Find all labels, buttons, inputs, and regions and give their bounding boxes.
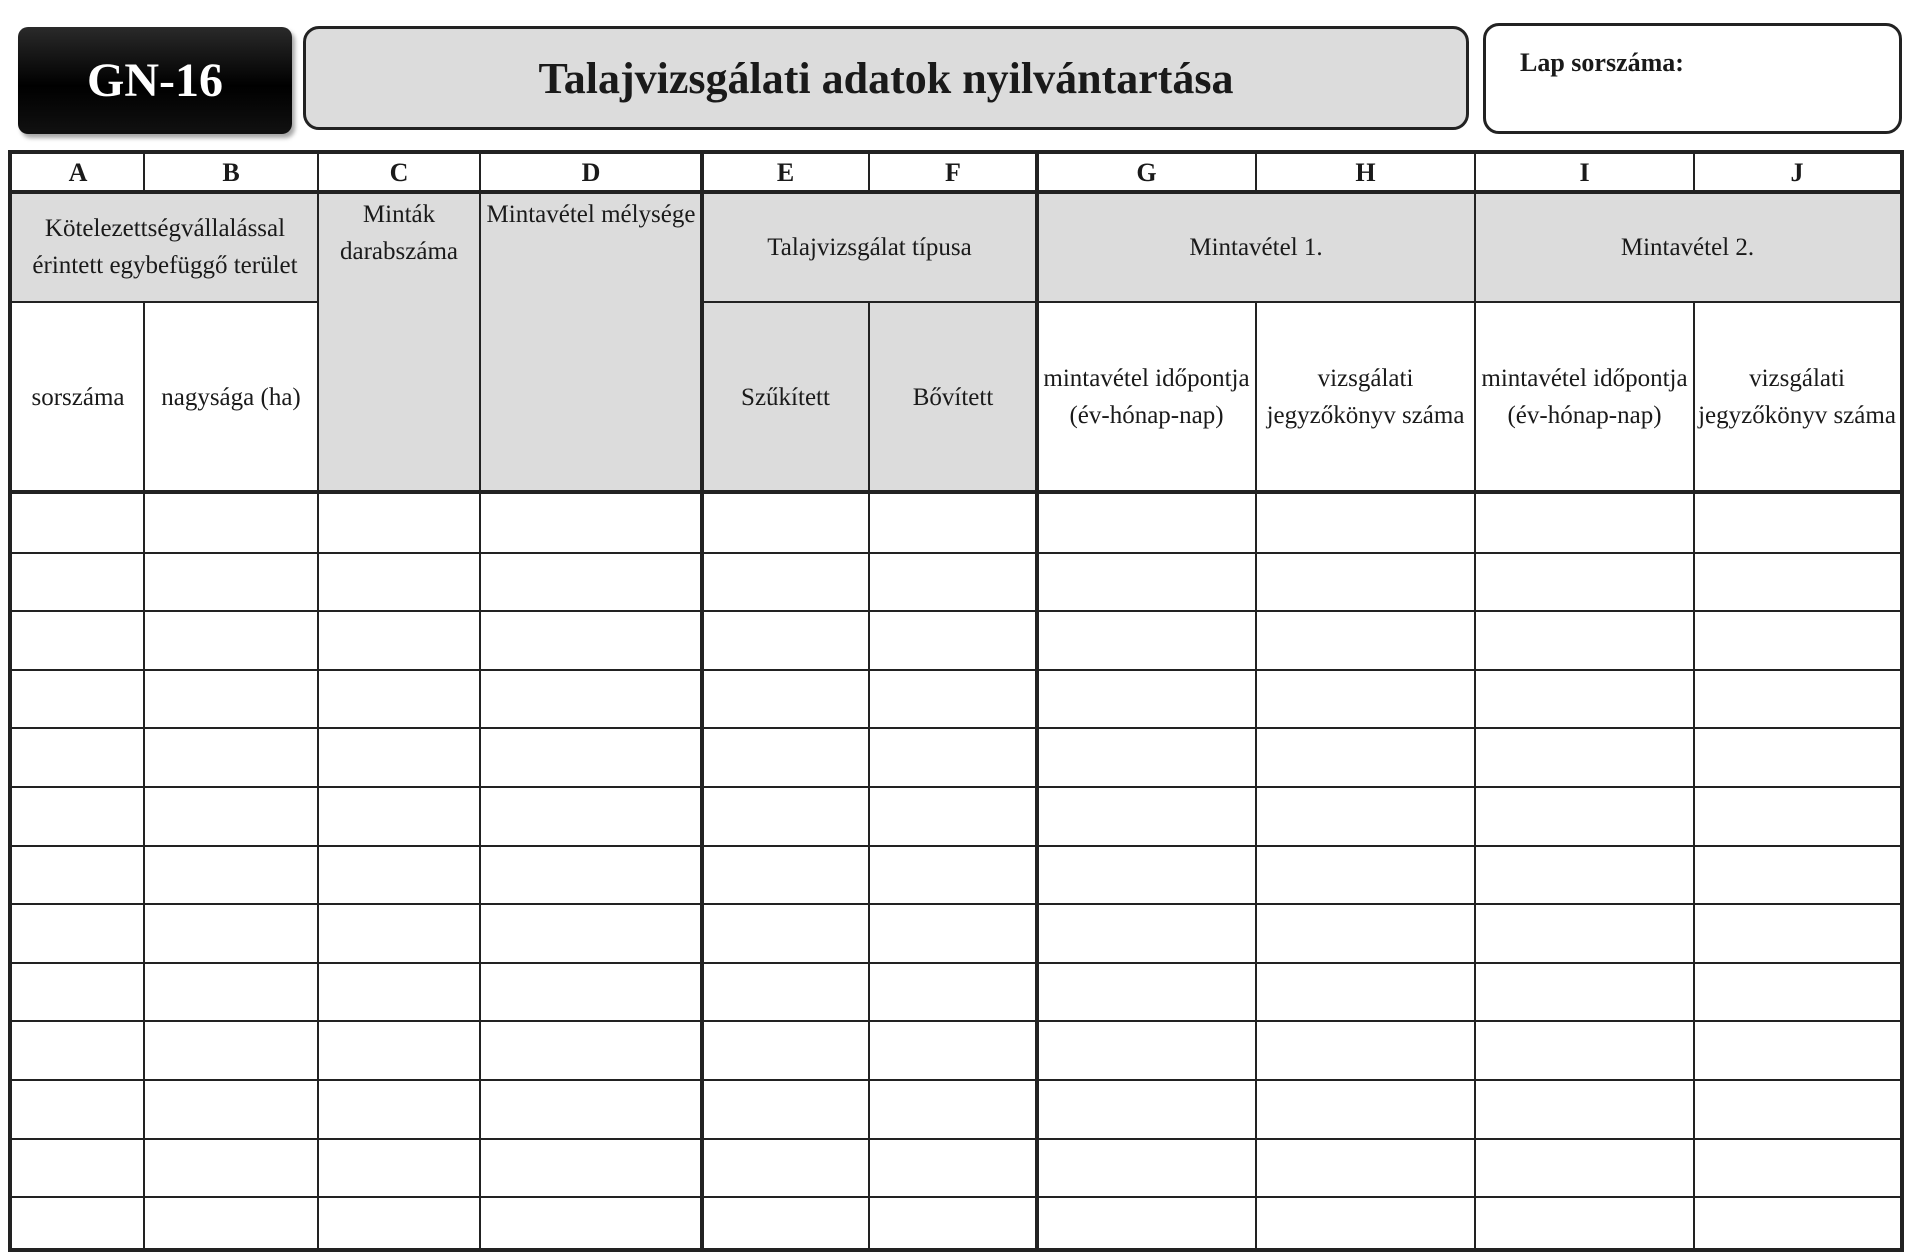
group-header-sampling-1: Mintavétel 1. [1037, 192, 1475, 302]
grid-line-horizontal [12, 1196, 1900, 1198]
grid-line-vertical [868, 154, 870, 192]
grid-line-vertical [143, 154, 145, 192]
data-table [8, 150, 1904, 1252]
column-letter: H [1355, 158, 1376, 187]
grid-line-horizontal [12, 1079, 1900, 1081]
header-sampling-depth: Mintavétel mélysége [480, 192, 702, 492]
grid-line-horizontal [12, 669, 1900, 671]
form-code-badge [18, 27, 292, 134]
grid-line-horizontal [12, 301, 318, 303]
column-letter: J [1790, 158, 1804, 187]
grid-line-vertical [317, 154, 319, 1248]
sheet-number-box[interactable] [1483, 23, 1902, 134]
group-header-area: Kötelezettségvállalással érintett egybefüggő terület [12, 192, 318, 302]
header-area-size: nagysága (ha) [161, 383, 301, 411]
grid-line-vertical [700, 154, 704, 1248]
column-letter: C [389, 158, 409, 187]
column-letter: F [945, 158, 961, 187]
grid-line-vertical [1693, 154, 1695, 192]
column-letter: D [581, 158, 601, 187]
grid-line-horizontal [12, 1020, 1900, 1022]
grid-line-vertical [479, 154, 481, 1248]
grid-line-vertical [1035, 154, 1039, 1248]
grid-line-horizontal [12, 786, 1900, 788]
grid-line-vertical [1474, 154, 1476, 1248]
grid-line-vertical [1693, 302, 1695, 1248]
column-letter: A [68, 158, 88, 187]
header-area-number: sorszáma [31, 383, 125, 411]
header-restricted: Szűkített [702, 302, 869, 492]
column-letter: B [222, 158, 240, 187]
group-header-sampling-2: Mintavétel 2. [1475, 192, 1900, 302]
form-title: Talajvizsgálati adatok nyilvántartása [538, 53, 1234, 103]
grid-line-horizontal [12, 610, 1900, 612]
header-sampling-1-date: mintavétel időpontja (év-hónap-nap) [1043, 365, 1250, 429]
column-letter: I [1579, 158, 1590, 187]
sheet-number-label: Lap sorszáma: [1520, 48, 1684, 77]
grid-line-vertical [1255, 302, 1257, 1248]
grid-line-horizontal [12, 1138, 1900, 1140]
form-code: GN-16 [87, 54, 223, 107]
grid-line-horizontal [12, 845, 1900, 847]
grid-line-horizontal [12, 727, 1900, 729]
header-sampling-2-date: mintavétel időpontja (év-hónap-nap) [1481, 365, 1688, 429]
grid-line-horizontal [702, 301, 1900, 303]
header-sampling-1-report: vizsgálati jegyzőkönyv száma [1266, 365, 1465, 429]
grid-line-horizontal [12, 190, 1900, 194]
column-letter: E [776, 158, 795, 187]
grid-line-horizontal [12, 903, 1900, 905]
grid-line-vertical [143, 302, 145, 1248]
grid-line-vertical [868, 302, 870, 1248]
grid-line-horizontal [12, 962, 1900, 964]
header-samples-count: Minták darabszáma [318, 192, 480, 492]
grid-line-vertical [1255, 154, 1257, 192]
form-title-box [303, 26, 1469, 130]
group-header-test-type: Talajvizsgálat típusa [702, 192, 1037, 302]
header-extended: Bővített [869, 302, 1037, 492]
grid-line-horizontal [12, 490, 1900, 494]
grid-line-horizontal [12, 552, 1900, 554]
header-sampling-2-report: vizsgálati jegyzőkönyv száma [1698, 365, 1896, 429]
column-letter: G [1136, 158, 1157, 187]
